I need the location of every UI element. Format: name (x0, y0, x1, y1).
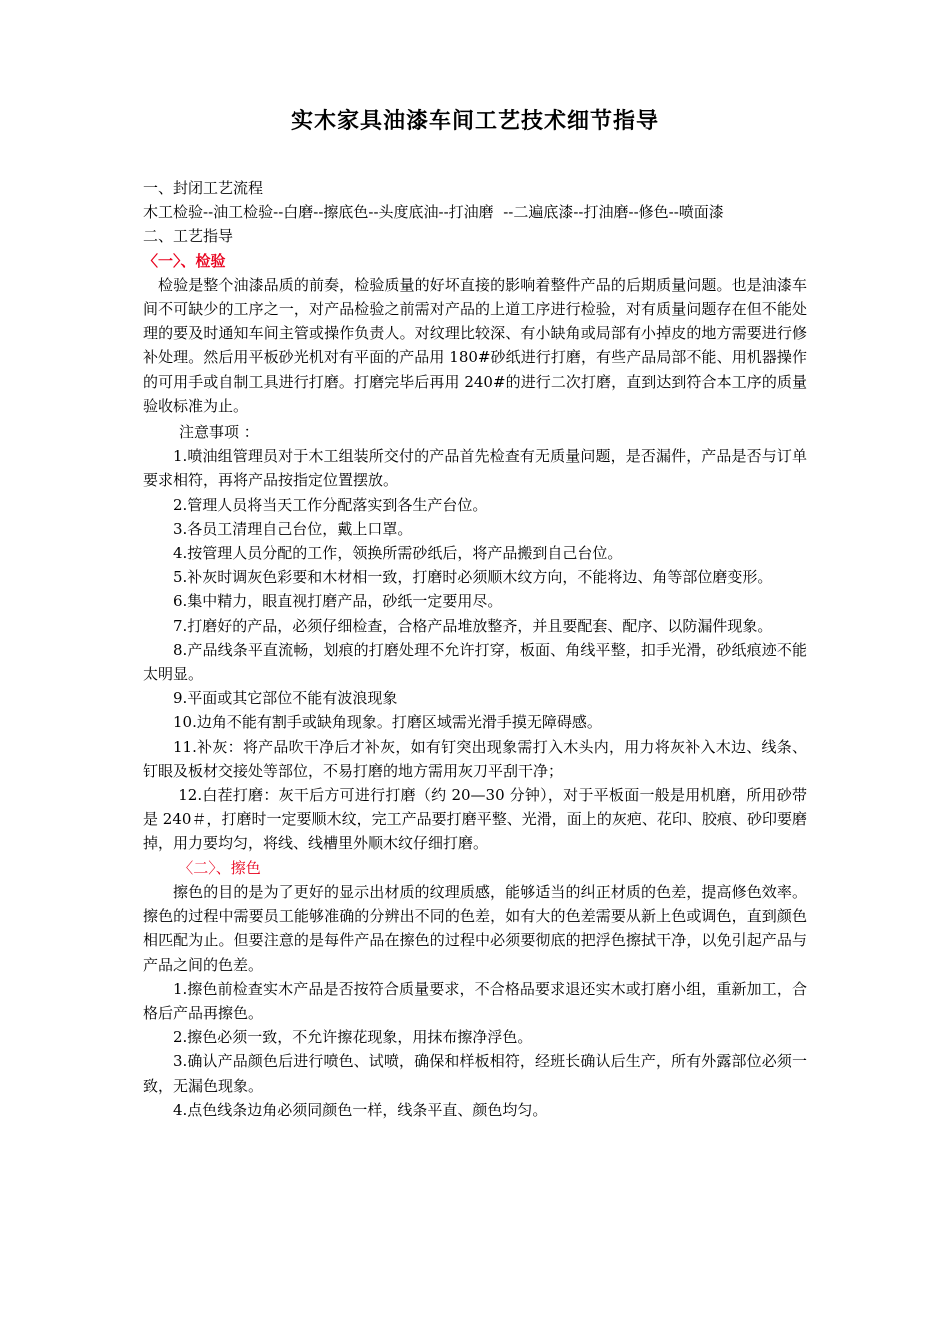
list-item: 1.喷油组管理员对于木工组装所交付的产品首先检查有无质量问题，是否漏件，产品是否与订单要求相符，再将产品按指定位置摆放。 (143, 447, 807, 490)
list-item: 3.各员工清理自己台位，戴上口罩。 (173, 519, 413, 538)
part2-heading: 〈二〉、擦色 (178, 858, 261, 877)
part1-heading: 〈一〉、检验 (143, 251, 226, 270)
list-item: 5.补灰时调灰色彩要和木材相一致，打磨时必须顺木纹方向，不能将边、角等部位磨变形。 (173, 568, 773, 587)
process-flow: 木工检验--油工检验--白磨--擦底色--头度底油--打油磨 --二遍底漆--打油磨--修色--喷面漆 (143, 203, 724, 222)
document-title: 实木家具油漆车间工艺技术细节指导 (290, 108, 659, 134)
list-item: 2.擦色必须一致，不允许擦花现象，用抹布擦净浮色。 (173, 1028, 533, 1047)
part2-intro: 擦色的目的是为了更好的显示出材质的纹理质感，能够适当的纠正材质的色差，提高修色效率。擦色的过程中需要员工能够准确的分辨出不同的色差，如有大的色差需要从新上色或调色，直到颜色相匹配为止。但要注意的是每件产品在擦色的过程中必须要彻底的把浮色擦拭干净，以免引起产品与产品之间的色差。 (143, 882, 807, 974)
section1-heading: 一、封闭工艺流程 (143, 179, 264, 197)
list-item: 4.点色线条边角必须同颜色一样，线条平直、颜色均匀。 (173, 1100, 548, 1119)
part1-intro: 检验是整个油漆品质的前奏，检验质量的好坏直接的影响着整件产品的后期质量问题。也是油漆车间不可缺少的工序之一，对产品检验之前需对产品的上道工序进行检验，对有质量问题存在但不能处理的要及时通知车间主管或操作负责人。对纹理比较深、有小缺角或局部有小掉皮的地方需要进行修补处理。然后用平板砂光机对有平面的产品用 180#砂纸进行打磨，有些产品局部不能、用机器操作的可用手或自制工具进行打磨。打磨完毕后再用 240#的进行二次打磨，直到达到符合本工序的质量验收标准为止。 (143, 275, 807, 415)
list-item: 11.补灰：将产品吹干净后才补灰，如有钉突出现象需打入木头内，用力将灰补入木边、线条、钉眼及板材交接处等部位，不易打磨的地方需用灰刀平刮干净； (143, 737, 807, 780)
list-item: 2.管理人员将当天工作分配落实到各生产台位。 (173, 495, 488, 514)
list-item: 8.产品线条平直流畅，划痕的打磨处理不允许打穿，板面、角线平整，扣手光滑，砂纸痕迹不能太明显。 (143, 640, 807, 684)
list-item: 1.擦色前检查实木产品是否按符合质量要求，不合格品要求退还实木或打磨小组，重新加工，合格后产品再擦色。 (143, 979, 807, 1022)
document-body (143, 176, 807, 1122)
list-item: 4.按管理人员分配的工作，领换所需砂纸后，将产品搬到自己台位。 (173, 544, 623, 563)
notes-label: 注意事项 ： (179, 423, 259, 442)
list-item: 6.集中精力，眼直视打磨产品，砂纸一定要用尽。 (173, 592, 503, 611)
section2-heading: 二、工艺指导 (143, 227, 234, 246)
list-item: 12.白茬打磨：灰干后方可进行打磨（约 20—30 分钟），对于平板面一般是用机磨，所用砂带是 240＃，打磨时一定要顺木纹，完工产品要打磨平整、光滑，面上的灰疤、花印、胶痕、砂印要磨掉，用力要均匀，将线、线槽里外顺木纹仔细打磨。 (143, 786, 807, 853)
list-item: 9.平面或其它部位不能有波浪现象 (173, 689, 398, 708)
list-item: 10.边角不能有割手或缺角现象。打磨区域需光滑手摸无障碍感。 (173, 713, 602, 732)
list-item: 3.确认产品颜色后进行喷色、试喷，确保和样板相符，经班长确认后生产，所有外露部位必须一致，无漏色现象。 (143, 1052, 807, 1095)
list-item: 7.打磨好的产品，必须仔细检查，合格产品堆放整齐，并且要配套、配序、以防漏件现象。 (173, 616, 773, 635)
